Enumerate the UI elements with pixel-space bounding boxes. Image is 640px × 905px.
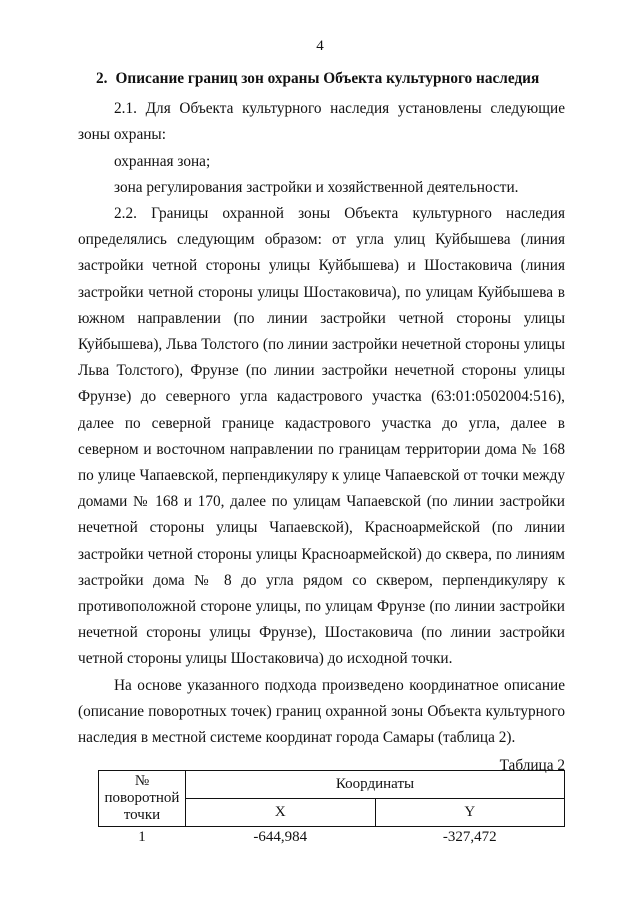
header-x: X [186, 799, 376, 827]
section-title: Описание границ зон охраны Объекта культурного наследия [115, 70, 540, 87]
section-heading [78, 66, 565, 92]
cell-x: -644,984 [186, 827, 376, 849]
paragraph-coordinates: На основе указанного подхода произведено координатное описание (описание поворотных точек) границ охранной зоны Объекта культурного наследия в местной системе координат города Самары (таблица 2). [78, 676, 565, 747]
header-coordinates: Координаты [186, 771, 565, 799]
table-row [99, 827, 565, 849]
list-item-regulation-zone: зона регулирования застройки и хозяйственной деятельности. [114, 178, 519, 196]
coordinates-table [98, 770, 565, 848]
page-number: 4 [316, 38, 324, 54]
header-y: Y [375, 799, 565, 827]
document-body [78, 66, 565, 779]
cell-point: 1 [99, 827, 186, 849]
header-point-number: № поворотной точки [99, 771, 186, 827]
paragraph-2-2: 2.2. Границы охранной зоны Объекта культурного наследия определялись следующим образом: от угла улиц Куйбышева (линия застройки четной стороны улицы Куйбышева) и Шостаковича (линия застройки четной стороны улицы Шостаковича), по улицам Куйбышева в южном направлении (по линии застройки четной стороны улицы Куйбышева), Льва Толстого (по линии застройки нечетной стороны улицы Льва Толстого), Фрунзе (по линии застройки нечетной стороны улицы Фрунзе) до северного угла кадастрового участка (63:01:0502004:516), далее по северной границе кадастрового участка до угла, далее в северном и восточном направлении по границам территории дома № 168 по улице Чапаевской, перпендикуляру к улице Чапаевской от точки между домами № 168 и 170, далее по улицам Чапаевской (по линии застройки нечетной стороны улицы Чапаевской), Красноармейской (по линии застройки четной стороны улицы Красноармейской) до сквера, по линиям застройки дома № 8 до угла рядом со сквером, перпендикуляру к противоположной стороне улицы, по улицам Фрунзе (по линии застройки нечетной стороны улицы Фрунзе), Шостаковича (по линии застройки четной стороны улицы Шостаковича) до исходной точки. [78, 205, 565, 668]
section-number: 2. [96, 70, 108, 87]
table-caption: Таблица 2 [499, 757, 565, 775]
cell-y: -327,472 [375, 827, 565, 849]
table-header-row [99, 771, 565, 799]
paragraph-2-1: 2.1. Для Объекта культурного наследия установлены следующие зоны охраны: [78, 100, 565, 144]
list-item-protection-zone: охранная зона; [114, 152, 211, 170]
